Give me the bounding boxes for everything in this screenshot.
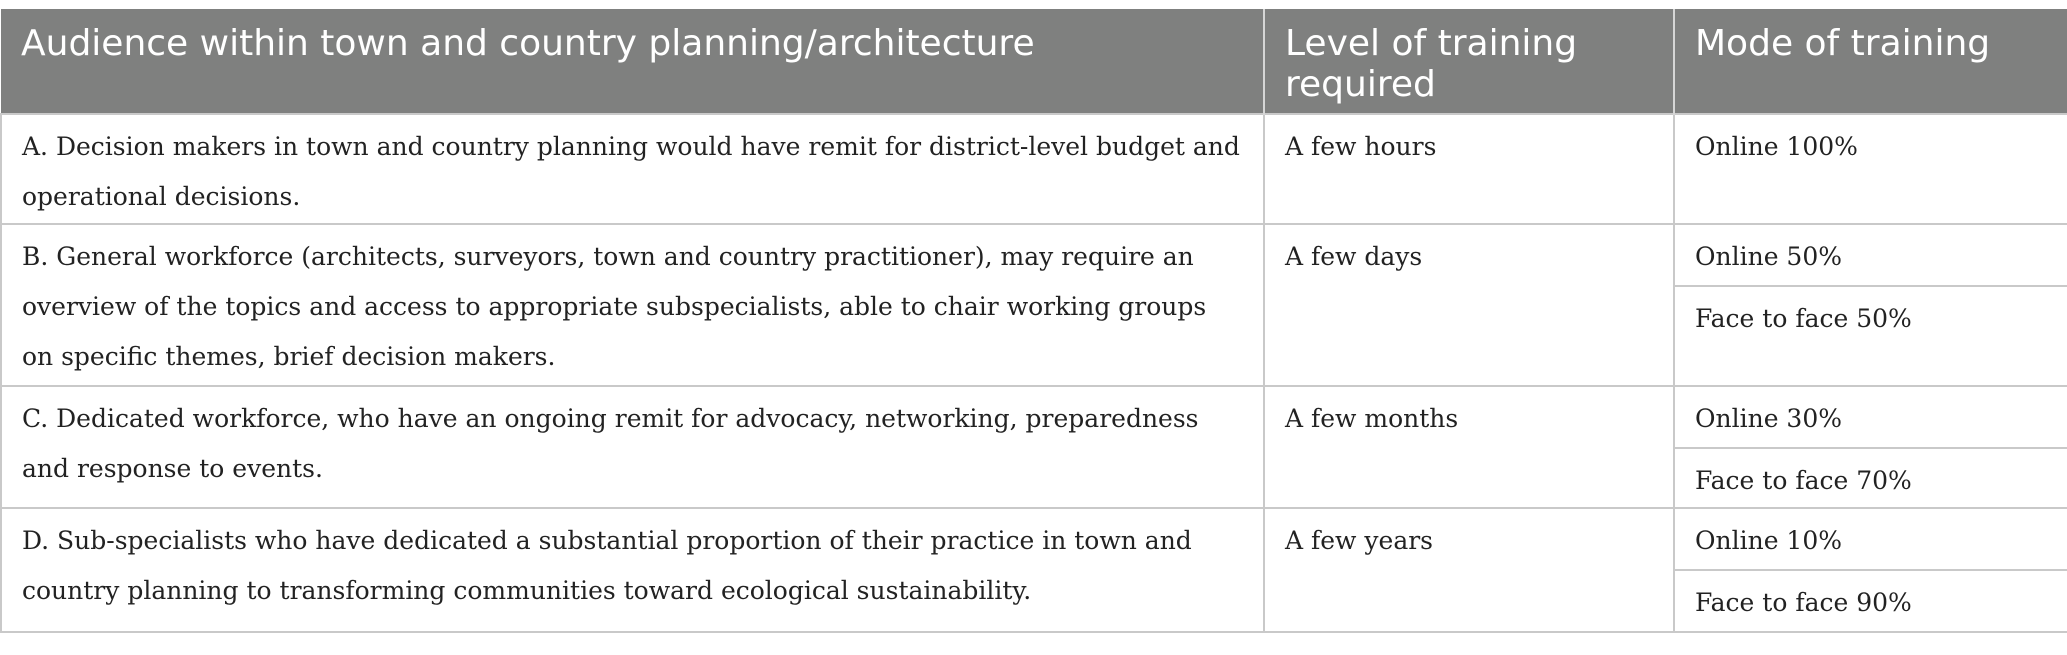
mode-cell: Online 100% (1674, 114, 2067, 224)
table-row (1, 386, 2067, 448)
table-body (1, 114, 2067, 632)
audience-cell: C. Dedicated workforce, who have an ongoing remit for advocacy, networking, preparedness and response to events. (1, 386, 1264, 508)
mode-cell: Online 50% (1674, 224, 2067, 286)
level-cell: A few days (1264, 224, 1674, 386)
header-level: Level of training required (1264, 9, 1674, 114)
training-table-container (0, 9, 2067, 633)
header-row (1, 9, 2067, 114)
audience-cell: B. General workforce (architects, surveyors, town and country practitioner), may require an overview of the topics and access to appropriate subspecialists, able to chair working groups on specific themes, brief decision makers. (1, 224, 1264, 386)
audience-cell: D. Sub-specialists who have dedicated a substantial proportion of their practice in town and country planning to transforming communities toward ecological sustainability. (1, 508, 1264, 632)
header-mode: Mode of training (1674, 9, 2067, 114)
mode-cell: Face to face 70% (1674, 448, 2067, 508)
level-cell: A few months (1264, 386, 1674, 508)
mode-cell: Online 10% (1674, 508, 2067, 570)
level-cell: A few years (1264, 508, 1674, 632)
table-row (1, 224, 2067, 286)
mode-cell: Online 30% (1674, 386, 2067, 448)
table-row (1, 508, 2067, 570)
mode-cell: Face to face 50% (1674, 286, 2067, 386)
training-table (0, 9, 2067, 633)
table-header (1, 9, 2067, 114)
audience-cell: A. Decision makers in town and country planning would have remit for district-level budget and operational decisions. (1, 114, 1264, 224)
header-audience: Audience within town and country planning/architecture (1, 9, 1264, 114)
mode-cell: Face to face 90% (1674, 570, 2067, 632)
table-row (1, 114, 2067, 224)
level-cell: A few hours (1264, 114, 1674, 224)
